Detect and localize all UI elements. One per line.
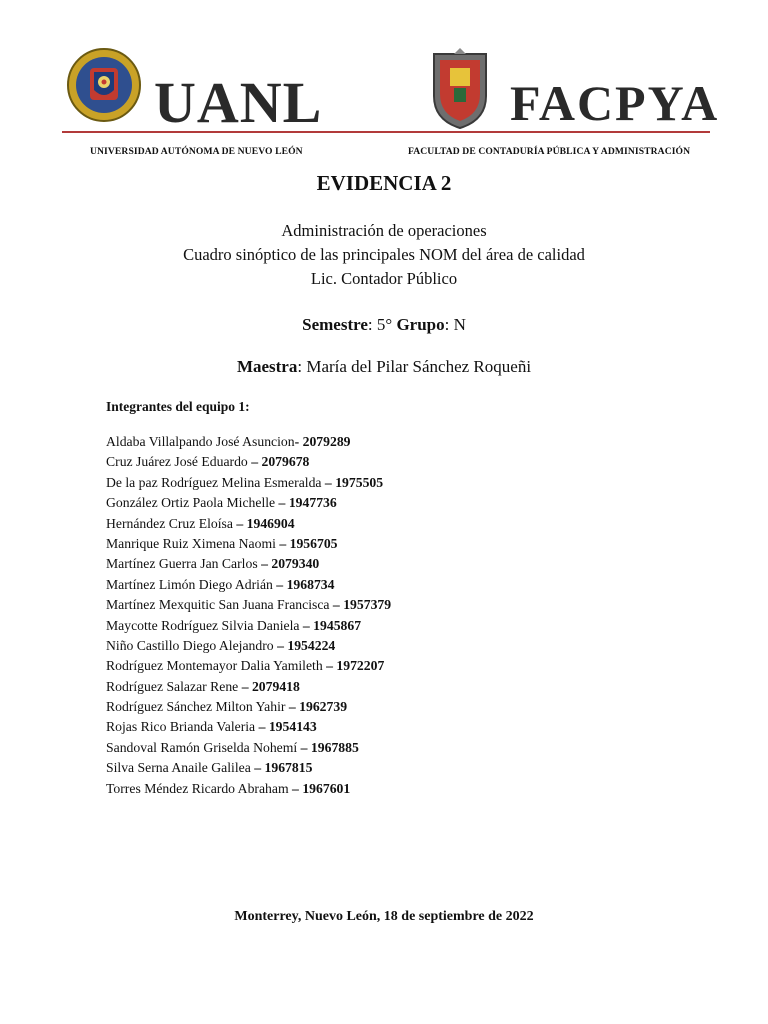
teacher-label: Maestra xyxy=(236,357,298,376)
team-member-row xyxy=(106,473,391,493)
team-member-row xyxy=(106,677,391,697)
member-separator: – xyxy=(255,719,269,735)
team-member-row xyxy=(106,779,391,799)
team-member-row xyxy=(106,697,391,717)
document-title: EVIDENCIA 2 xyxy=(316,171,452,195)
member-id: 1954143 xyxy=(268,719,317,735)
member-id: 1968734 xyxy=(286,576,335,592)
team-member-row xyxy=(106,717,391,737)
team-member-row xyxy=(106,432,391,452)
member-name: Martínez Guerra Jan Carlos xyxy=(106,556,258,572)
member-name: Maycotte Rodríguez Silvia Daniela xyxy=(106,617,300,633)
subject-line: Lic. Contador Público xyxy=(310,269,458,288)
team-member-row xyxy=(106,656,391,676)
member-separator: – xyxy=(321,474,336,490)
team-member-row xyxy=(106,493,391,513)
subject-line: Cuadro sinóptico de las principales NOM del área de calidad xyxy=(183,245,585,264)
team-member-row xyxy=(106,554,391,574)
semester-value: : 5° xyxy=(367,315,397,334)
member-name: Rodríguez Sánchez Milton Yahir xyxy=(106,699,286,715)
member-id: 1967601 xyxy=(302,780,351,796)
facpya-wordmark: FACPYA xyxy=(510,75,720,131)
member-name: González Ortiz Paola Michelle xyxy=(106,495,276,511)
facpya-shield-logo xyxy=(428,44,492,130)
team-member-row xyxy=(106,514,391,534)
member-separator: – xyxy=(299,617,314,633)
member-separator: – xyxy=(275,535,290,551)
teacher-name: : María del Pilar Sánchez Roqueñi xyxy=(297,357,532,376)
member-id: 1967885 xyxy=(310,739,359,755)
team-member-row xyxy=(106,758,391,778)
team-member-row xyxy=(106,636,391,656)
semester-group-line xyxy=(0,315,768,335)
member-id: 1957379 xyxy=(343,597,392,613)
member-name: Sandoval Ramón Griselda Nohemí xyxy=(106,739,298,755)
member-id: 1967815 xyxy=(264,760,313,776)
member-separator: – xyxy=(232,515,247,531)
member-id: 2079678 xyxy=(261,454,310,470)
member-id: 1946904 xyxy=(246,515,295,531)
member-separator: – xyxy=(273,637,288,653)
uanl-wordmark: UANL xyxy=(154,70,323,135)
uanl-seal-logo xyxy=(66,42,142,128)
member-name: De la paz Rodríguez Melina Esmeralda xyxy=(106,474,322,490)
team-member-list xyxy=(106,432,391,799)
member-name: Rodríguez Montemayor Dalia Yamileth xyxy=(106,658,323,674)
group-label: Grupo xyxy=(396,315,445,334)
member-name: Manrique Ruiz Ximena Naomi xyxy=(106,535,276,551)
team-heading: Integrantes del equipo 1: xyxy=(106,399,250,414)
semester-label: Semestre xyxy=(302,315,368,334)
member-id: 2079418 xyxy=(251,678,300,694)
member-separator: – xyxy=(247,454,262,470)
team-member-row xyxy=(106,575,391,595)
member-separator: – xyxy=(322,658,337,674)
member-name: Aldaba Villalpando José Asuncion xyxy=(106,434,295,449)
team-member-row xyxy=(106,616,391,636)
member-separator: – xyxy=(272,576,287,592)
teacher-line xyxy=(0,357,768,377)
member-name: Torres Méndez Ricardo Abraham xyxy=(106,780,289,796)
member-id: 1975505 xyxy=(335,474,384,490)
place-date-footer: Monterrey, Nuevo León, 18 de septiembre de 2022 xyxy=(234,909,534,924)
member-name: Martínez Mexquitic San Juana Francisca xyxy=(106,597,330,613)
member-id: 1956705 xyxy=(289,535,338,551)
member-id: 2079289 xyxy=(302,434,351,449)
member-name: Rojas Rico Brianda Valeria xyxy=(106,719,256,735)
member-name: Rodríguez Salazar Rene xyxy=(106,678,239,694)
header-divider xyxy=(62,131,710,133)
member-name: Cruz Juárez José Eduardo xyxy=(106,454,248,470)
member-separator: – xyxy=(257,556,272,572)
member-id: 1972207 xyxy=(336,658,385,674)
member-separator: - xyxy=(294,434,303,449)
member-name: Martínez Limón Diego Adrián xyxy=(106,576,273,592)
member-separator: – xyxy=(275,495,289,511)
member-name: Hernández Cruz Eloísa xyxy=(106,515,233,531)
team-member-row xyxy=(106,452,391,472)
member-separator: – xyxy=(288,780,303,796)
subject-line: Administración de operaciones xyxy=(281,221,487,240)
team-member-row xyxy=(106,534,391,554)
university-name: UNIVERSIDAD AUTÓNOMA DE NUEVO LEÓN xyxy=(90,146,303,157)
member-id: 1947736 xyxy=(288,495,337,511)
member-separator: – xyxy=(238,678,252,694)
faculty-name: FACULTAD DE CONTADURÍA PÚBLICA Y ADMINISTRACIÓN xyxy=(408,146,691,157)
member-id: 1962739 xyxy=(299,699,348,715)
group-value: : N xyxy=(444,315,466,334)
member-separator: – xyxy=(285,699,300,715)
team-member-row xyxy=(106,595,391,615)
member-separator: – xyxy=(297,739,311,755)
member-id: 2079340 xyxy=(271,556,320,572)
member-name: Niño Castillo Diego Alejandro xyxy=(106,637,274,653)
member-name: Silva Serna Anaile Galilea xyxy=(106,760,251,776)
member-id: 1954224 xyxy=(287,637,336,653)
member-separator: – xyxy=(250,760,265,776)
member-id: 1945867 xyxy=(313,617,362,633)
member-separator: – xyxy=(329,597,344,613)
team-member-row xyxy=(106,738,391,758)
